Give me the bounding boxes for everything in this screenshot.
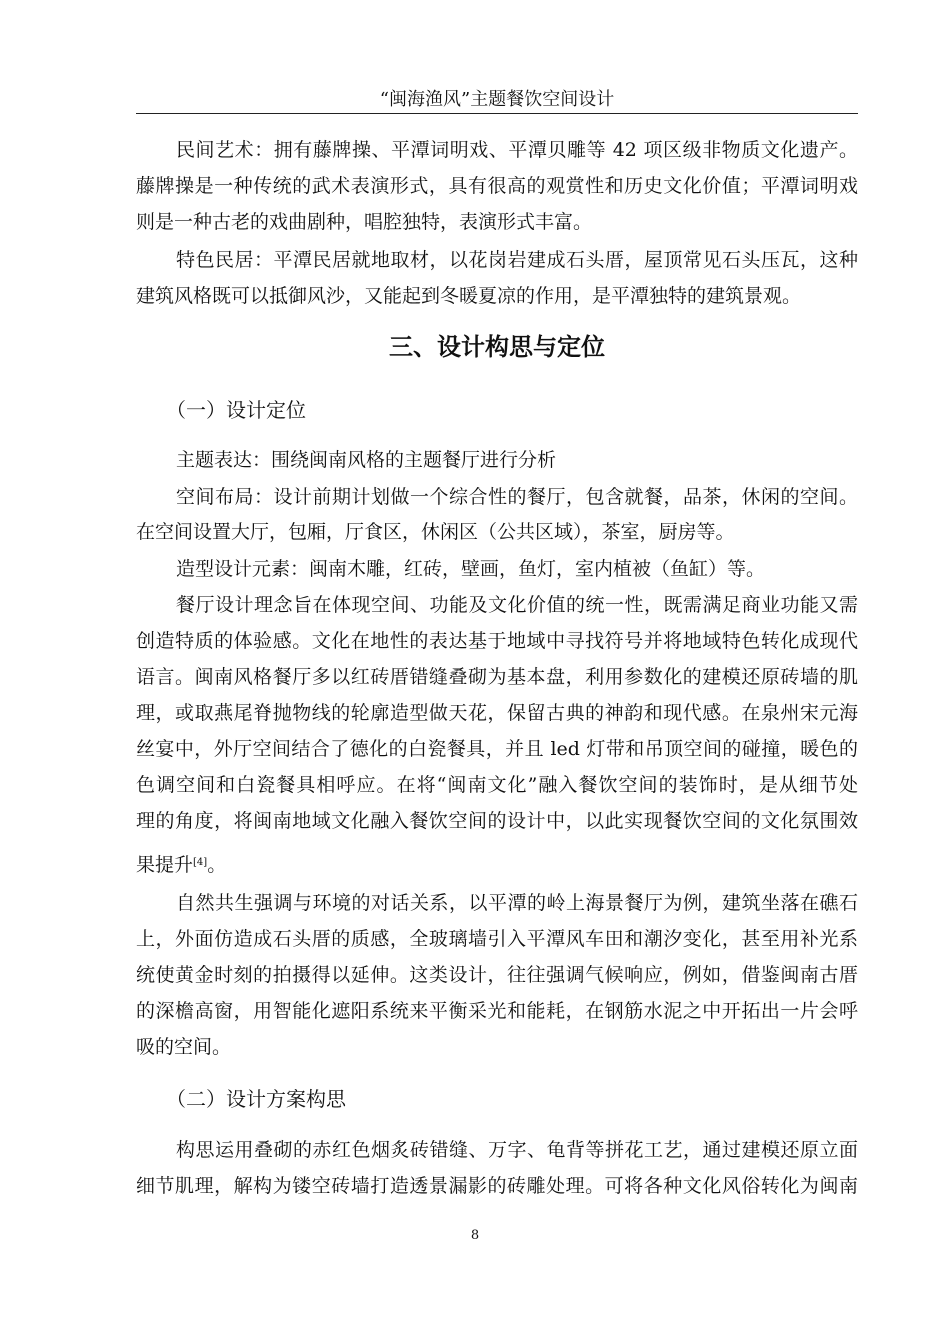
text: 果提升 — [136, 854, 194, 876]
page-number: 8 — [470, 1228, 480, 1243]
paragraph-line: 藤牌操是一种传统的武术表演形式，具有很高的观赏性和历史文化价值；平潭词明戏 — [136, 175, 858, 197]
paragraph-line: 空间布局：设计前期计划做一个综合性的餐厅，包含就餐，品茶，休闲的空间。 — [176, 486, 858, 508]
paragraph-line: 丝宴中，外厅空间结合了德化的白瓷餐具，并且 led 灯带和吊顶空间的碰撞，暖色的 — [136, 738, 858, 760]
paragraph-line — [136, 853, 858, 877]
paragraph-line: 自然共生强调与环境的对话关系，以平潭的岭上海景餐厅为例，建筑坐落在礁石 — [176, 892, 858, 914]
paragraph-line: 统使黄金时刻的拍摄得以延伸。这类设计，往往强调气候响应，例如，借鉴闽南古厝 — [136, 964, 858, 986]
paragraph-line: 创造特质的体验感。文化在地性的表达基于地域中寻找符号并将地域特色转化成现代 — [136, 630, 858, 652]
paragraph-line: 细节肌理，解构为镂空砖墙打造透景漏影的砖雕处理。可将各种文化风俗转化为闽南 — [136, 1175, 858, 1197]
paragraph-line: 吸的空间。 — [136, 1036, 232, 1058]
paragraph-line: 色调空间和白瓷餐具相呼应。在将“闽南文化”融入餐饮空间的装饰时，是从细节处 — [136, 774, 858, 796]
paragraph-line: 特色民居：平潭民居就地取材，以花岗岩建成石头厝，屋顶常见石头压瓦，这种 — [176, 249, 858, 271]
paragraph-line: 则是一种古老的戏曲剧种，唱腔独特，表演形式丰富。 — [136, 211, 593, 233]
paragraph-line: 主题表达：围绕闽南风格的主题餐厅进行分析 — [176, 449, 557, 471]
subsection-heading: （二）设计方案构思 — [166, 1087, 346, 1111]
running-header: “闽海渔风”主题餐饮空间设计 — [379, 89, 615, 110]
citation[interactable]: [4] — [193, 857, 208, 868]
paragraph-line: 上，外面仿造成石头厝的质感，全玻璃墙引入平潭风车田和潮汐变化，甚至用补光系 — [136, 928, 858, 950]
section-heading: 三、设计构思与定位 — [389, 333, 605, 361]
paragraph-line: 民间艺术：拥有藤牌操、平潭词明戏、平潭贝雕等 42 项区级非物质文化遗产。 — [176, 139, 858, 161]
paragraph-line: 建筑风格既可以抵御风沙，又能起到冬暖夏凉的作用，是平潭独特的建筑景观。 — [136, 285, 802, 307]
header-rule — [136, 113, 858, 114]
paragraph-line: 语言。闽南风格餐厅多以红砖厝错缝叠砌为基本盘，利用参数化的建模还原砖墙的肌 — [136, 666, 858, 688]
paragraph-line: 理的角度，将闽南地域文化融入餐饮空间的设计中，以此实现餐饮空间的文化氛围效 — [136, 810, 858, 832]
paragraph-line: 餐厅设计理念旨在体现空间、功能及文化价值的统一性，既需满足商业功能又需 — [176, 594, 858, 616]
paragraph-line: 在空间设置大厅，包厢，厅食区，休闲区（公共区域），茶室，厨房等。 — [136, 521, 735, 543]
paragraph-line: 造型设计元素：闽南木雕，红砖，壁画，鱼灯，室内植被（鱼缸）等。 — [176, 558, 766, 580]
paragraph-line: 理，或取燕尾脊抛物线的轮廓造型做天花，保留古典的神韵和现代感。在泉州宋元海 — [136, 702, 858, 724]
paragraph-line: 构思运用叠砌的赤红色烟炙砖错缝、万字、龟背等拼花工艺，通过建模还原立面 — [176, 1139, 858, 1161]
text: 。 — [207, 854, 227, 876]
paragraph-line: 的深檐高窗，用智能化遮阳系统来平衡采光和能耗，在钢筋水泥之中开拓出一片会呼 — [136, 1000, 858, 1022]
subsection-heading: （一）设计定位 — [166, 398, 306, 422]
